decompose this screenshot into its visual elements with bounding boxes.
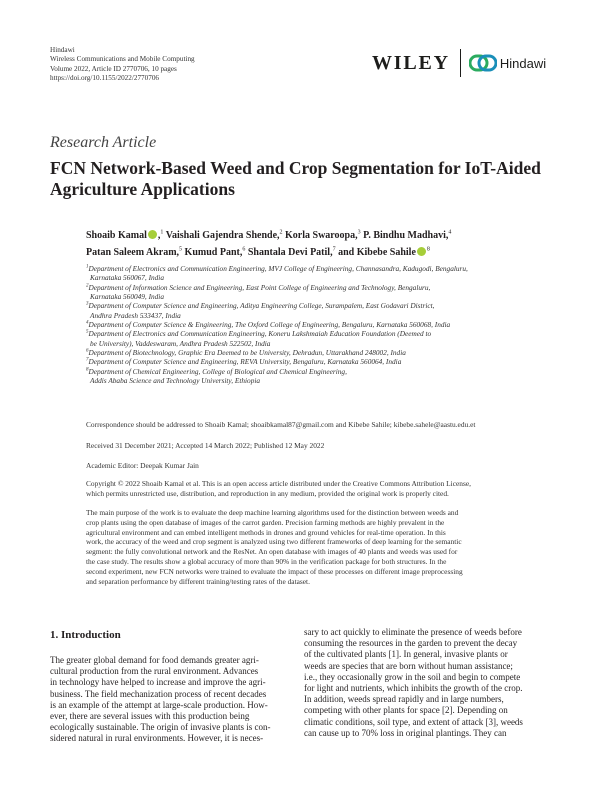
affiliation-line: $^1$Department of Electronics and Communication Engineering, MVJ College of Engineering, Channasandra, Kadugodi, Bengaluru, (86, 264, 468, 273)
author-line-1: Shoaib Kamal ,$^1$ Vaishali Gajendra Shende,$^2$ Korla Swaroopa,$^3$ P. Bindhu Madhavi,$^4$ (86, 229, 452, 241)
affiliation-number: 7 (86, 358, 89, 364)
paragraph-line: sidered natural in rural environments. However, it is neces- (50, 733, 264, 744)
affiliation-line: Karnataka 560049, India (90, 292, 164, 302)
abstract-line: and separation performance by different training/testing rates of the dataset. (86, 576, 310, 586)
section-heading-introduction: 1. Introduction (50, 629, 121, 641)
author-name: Korla Swaroopa, (285, 230, 358, 241)
author-affiliation-number: 6 (242, 246, 246, 253)
affiliation-number: 5 (86, 329, 89, 335)
paragraph-line: The greater global demand for food demands greater agri- (50, 655, 259, 665)
affiliation-number: 3 (86, 301, 89, 307)
paragraph-line: climatic conditions, soil type, and extent of attack [3], weeds (304, 716, 523, 727)
affiliation-line: $^6$Department of Biotechnology, Graphic Era Deemed to be University, Dehradun, Uttarakhand 248002, India (86, 348, 406, 358)
affiliation-line: be University), Vaddeswaram, Andhra Pradesh 522502, India (90, 338, 271, 348)
paragraph-line: consuming the resources in the garden to prevent the decay (304, 638, 518, 649)
affiliation-line: $^2$Department of Information Science and Engineering, East Point College of Engineering and Technology, Bengaluru, (86, 282, 431, 292)
author-affiliation-number: 5 (179, 246, 183, 253)
abstract-line: crop plants using the open database of images of the carrot garden. Precision farming methods are highly prevalent in the (86, 517, 445, 527)
paragraph-line: in technology have helped to increase and improve the agri- (50, 677, 266, 688)
author-affiliation-number: 2 (279, 229, 283, 236)
author-affiliation-number: 7 (332, 246, 336, 253)
hindawi-logo-text: Hindawi (499, 55, 547, 71)
wiley-logo: WILEY (372, 51, 450, 74)
affiliation-line: $^3$Department of Computer Science and Engineering, Aditya Engineering College, Surampalem, East Godavari District, (86, 301, 435, 311)
journal-info (50, 46, 195, 84)
journal-volume: Volume 2022, Article ID 2770706, 10 pages (50, 64, 177, 73)
abstract-line: The main purpose of the work is to evaluate the deep machine learning algorithms used for the distinction between weeds and (86, 508, 459, 517)
paragraph-line: competing with other plants for space [2]. Depending on (304, 705, 508, 716)
intro-column-left (50, 655, 298, 745)
paragraph-line: sary to act quickly to eliminate the presence of weeds before (304, 627, 522, 637)
affiliation-line: $^7$Department of Computer Science and Engineering, REVA University, Bengaluru, Karnataka 560064, India (86, 357, 402, 367)
intro-column-right (304, 627, 552, 739)
affiliation-line: $^8$Department of Chemical Engineering, College of Biological and Chemical Engineering, (86, 366, 347, 376)
affiliation-line: Andhra Pradesh 533437, India (90, 310, 181, 320)
author-name: Kumud Pant, (184, 247, 243, 258)
affiliation-number: 4 (86, 320, 89, 326)
abstract-line: second experiment, new FCN networks were trained to evaluate the impact of these processes on different image preprocessing (86, 566, 463, 576)
paper-title: FCN Network-Based Weed and Crop Segmentation for IoT-Aided Agriculture Applications (50, 158, 541, 199)
journal-publisher: Hindawi (50, 46, 75, 54)
affiliation-number: 8 (86, 367, 89, 373)
hindawi-logo-icon (469, 53, 497, 73)
affiliations (86, 264, 566, 385)
correspondence: Correspondence should be addressed to Shoaib Kamal; shoaibkamal87@gmail.com and Kibebe Sahile; kibebe.sahele@aastu.edu.et (86, 420, 476, 429)
affiliation-line: $^4$Department of Computer Science & Engineering, The Oxford College of Engineering, Bengaluru, Karnataka 560068, India (86, 320, 451, 330)
author-name: Shoaib Kamal (86, 230, 147, 241)
paragraph-line: can cause up to 70% loss in original plantings. They can (304, 727, 507, 738)
affiliation-number: 2 (86, 283, 89, 289)
author-affiliation-number: 3 (357, 229, 361, 236)
journal-name: Wireless Communications and Mobile Computing (50, 55, 195, 64)
paragraph-line: for light and nutrients, which inhibits the growth of the crop. (304, 683, 523, 694)
paragraph-line: cultural production from the rural environment. Advances (50, 666, 259, 677)
author-line-2 (86, 244, 566, 261)
paragraph-line: business. The field mechanization process of recent decades (50, 688, 267, 699)
affiliation-line: Addis Ababa Science and Technology University, Ethiopia (90, 376, 261, 386)
author-list (86, 227, 566, 261)
orcid-icon[interactable] (417, 247, 426, 256)
publication-dates: Received 31 December 2021; Accepted 14 March 2022; Published 12 May 2022 (86, 441, 325, 450)
paragraph-line: In addition, weeds spread rapidly and in large numbers, (304, 694, 504, 705)
copyright-line: which permits unrestricted use, distribution, and reproduction in any medium, provided the original work is properly cited. (86, 488, 449, 498)
paragraph-line: is an example of the attempt at large-scale production. How- (50, 699, 268, 710)
affiliation-number: 6 (86, 348, 89, 354)
paragraph-line: ecologically sustainable. The origin of invasive plants is con- (50, 722, 271, 733)
journal-doi-link[interactable]: https://doi.org/10.1155/2022/2770706 (50, 74, 160, 83)
author-affiliation-number: 4 (448, 229, 452, 236)
author-name: Patan Saleem Akram, (86, 247, 180, 258)
abstract-line: segment: the fully convolutional network and the ResNet. An open database with images of 40 plants and weeds was used for (86, 547, 458, 557)
author-affiliation-number: 8 (426, 246, 430, 253)
author-name: Shantala Devi Patil, (247, 247, 333, 258)
paragraph-line: ever, there are several issues with this production being (50, 711, 250, 722)
copyright-line: Copyright © 2022 Shoaib Kamal et al. This is an open access article distributed under the Creative Commons Attribution License, (86, 479, 471, 488)
author-name: Vaishali Gajendra Shende, (165, 230, 280, 241)
abstract (86, 508, 556, 586)
abstract-line: agricultural environment and can embed intelligent methods in drones and ground vehicles for real-time operation. In this (86, 527, 446, 537)
author-name: and Kibebe Sahile (338, 247, 416, 258)
copyright-notice (86, 479, 556, 498)
author-affiliation-number: 1 (160, 229, 164, 236)
publisher-logos (372, 48, 546, 78)
affiliation-line: Karnataka 560067, India (90, 273, 164, 283)
author-name: P. Bindhu Madhavi, (363, 230, 449, 241)
affiliation-line: $^5$Department of Electronics and Communication Engineering, Koneru Lakshmaiah Education Foundation (Deemed to (86, 329, 432, 339)
academic-editor: Academic Editor: Deepak Kumar Jain (86, 461, 199, 470)
abstract-line: the case study. The results show a global accuracy of more than 90% in the verification package for both structures. In the (86, 556, 447, 566)
paragraph-line: weeds are species that are born without human assistance; (304, 660, 513, 671)
paragraph-line: of the cultivated plants [1]. In general, invasive plants or (304, 649, 508, 660)
logo-divider (460, 49, 461, 77)
paragraph-line: i.e., they occasionally grow in the soil and begin to compete (304, 671, 521, 682)
affiliation-number: 1 (86, 264, 89, 270)
abstract-line: work, the accuracy of the weed and crop segment is analyzed using two different frameworks of deep learning for the semantic (86, 537, 462, 547)
article-type: Research Article (50, 134, 157, 151)
orcid-icon[interactable] (148, 230, 157, 239)
